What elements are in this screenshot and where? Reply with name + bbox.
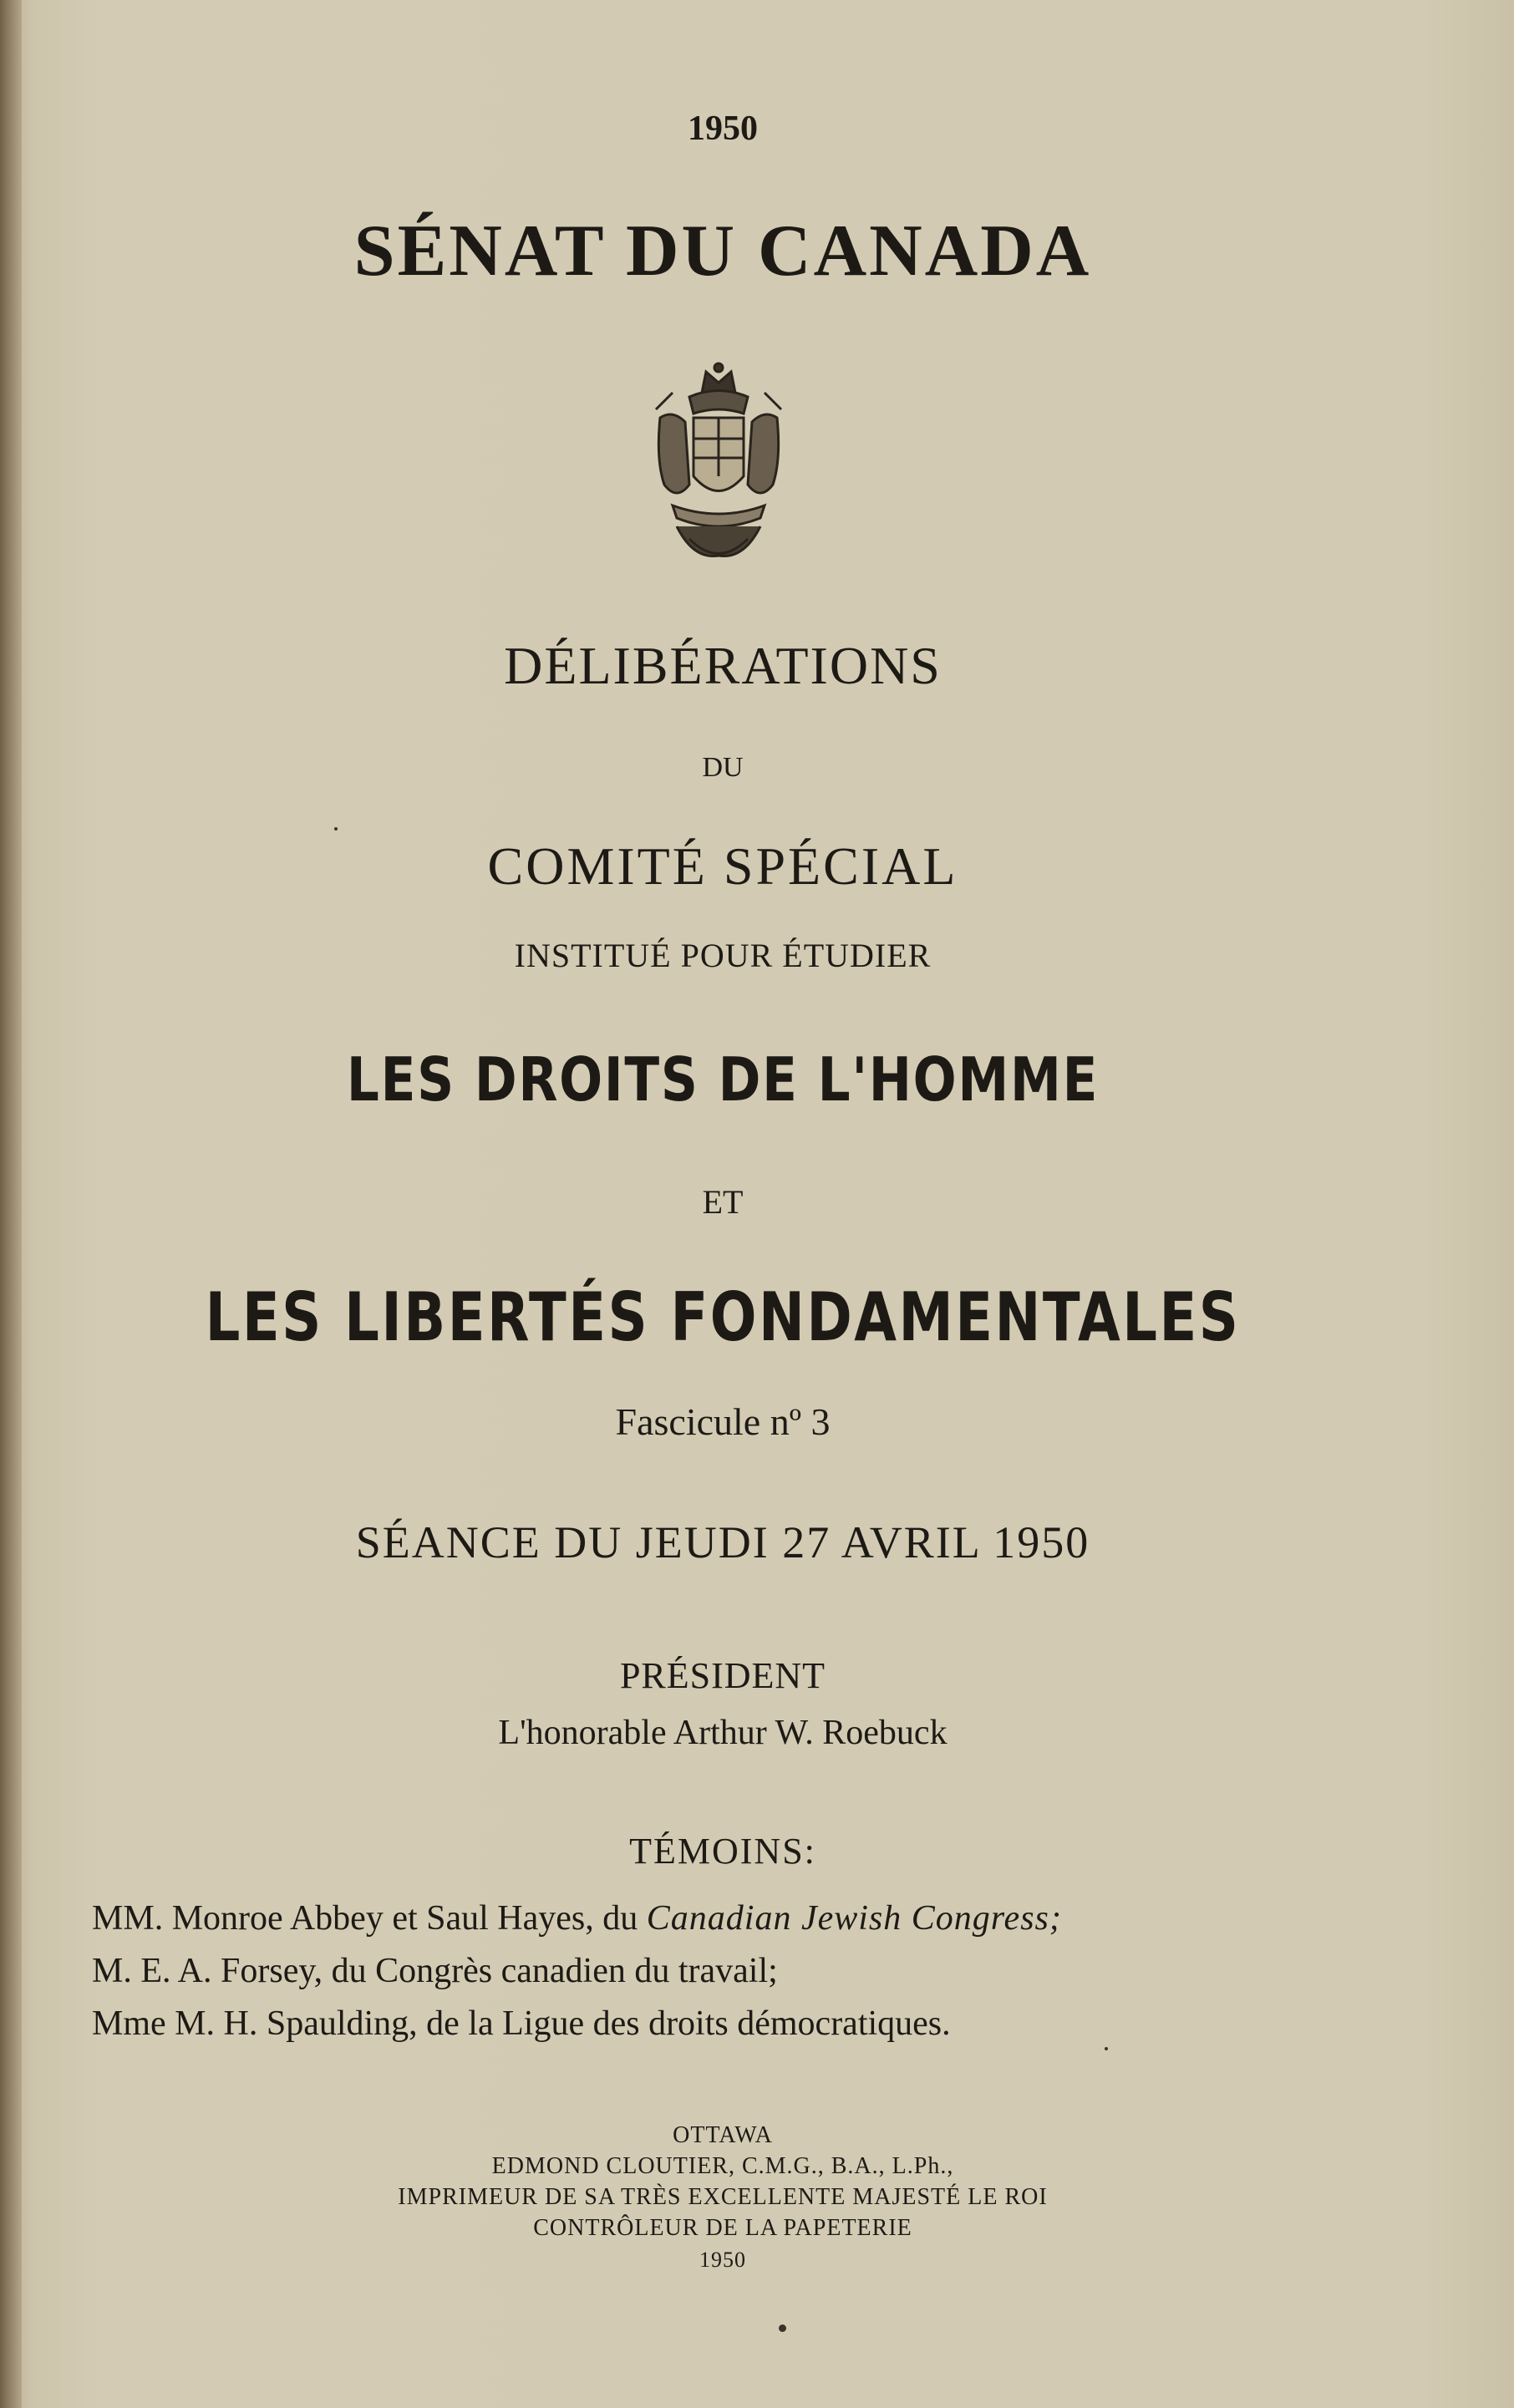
witness-names: MM. Monroe Abbey et Saul Hayes, du <box>92 1899 647 1938</box>
witness-names: Mme M. H. Spaulding, de la Ligue des droits démocratiques. <box>92 2004 951 2043</box>
paper-speck <box>1105 2047 1108 2050</box>
heading-et: ET <box>702 1183 744 1221</box>
heading-du: DU <box>702 752 744 783</box>
witness-line <box>92 1945 1471 1998</box>
instituted-subheading: INSTITUÉ POUR ÉTUDIER <box>514 937 932 974</box>
fascicule-number: Fascicule nº 3 <box>615 1400 831 1443</box>
publisher-city: OTTAWA <box>673 2122 773 2148</box>
witness-line <box>92 1998 1471 2050</box>
witness-line <box>92 1892 1471 1945</box>
president-label: PRÉSIDENT <box>619 1655 826 1696</box>
canada-coat-of-arms-icon <box>643 359 794 568</box>
paper-speck <box>779 2324 786 2332</box>
institution-title: SÉNAT DU CANADA <box>353 211 1092 292</box>
fundamental-freedoms-title: LES LIBERTÉS FONDAMENTALES <box>205 1278 1241 1356</box>
president-name: L'honorable Arthur W. Roebuck <box>498 1714 948 1752</box>
human-rights-title: LES DROITS DE L'HOMME <box>346 1044 1100 1115</box>
witness-names: M. E. A. Forsey, du Congrès canadien du travail; <box>92 1952 778 1990</box>
witness-organization: Canadian Jewish Congress; <box>646 1899 1062 1938</box>
publisher-printer: EDMOND CLOUTIER, C.M.G., B.A., L.Ph., <box>491 2153 954 2179</box>
publisher-controller: CONTRÔLEUR DE LA PAPETERIE <box>533 2215 912 2241</box>
committee-heading: COMITÉ SPÉCIAL <box>487 836 958 896</box>
header-year: 1950 <box>688 109 758 148</box>
paper-speck <box>334 827 338 831</box>
publisher-title: IMPRIMEUR DE SA TRÈS EXCELLENTE MAJESTÉ LE ROI <box>398 2184 1048 2210</box>
session-date: SÉANCE DU JEUDI 27 AVRIL 1950 <box>355 1517 1090 1567</box>
publisher-year: 1950 <box>699 2248 746 2272</box>
witnesses-label: TÉMOINS: <box>629 1831 816 1872</box>
witnesses-list <box>92 1892 1471 2050</box>
deliberations-heading: DÉLIBÉRATIONS <box>504 636 942 695</box>
